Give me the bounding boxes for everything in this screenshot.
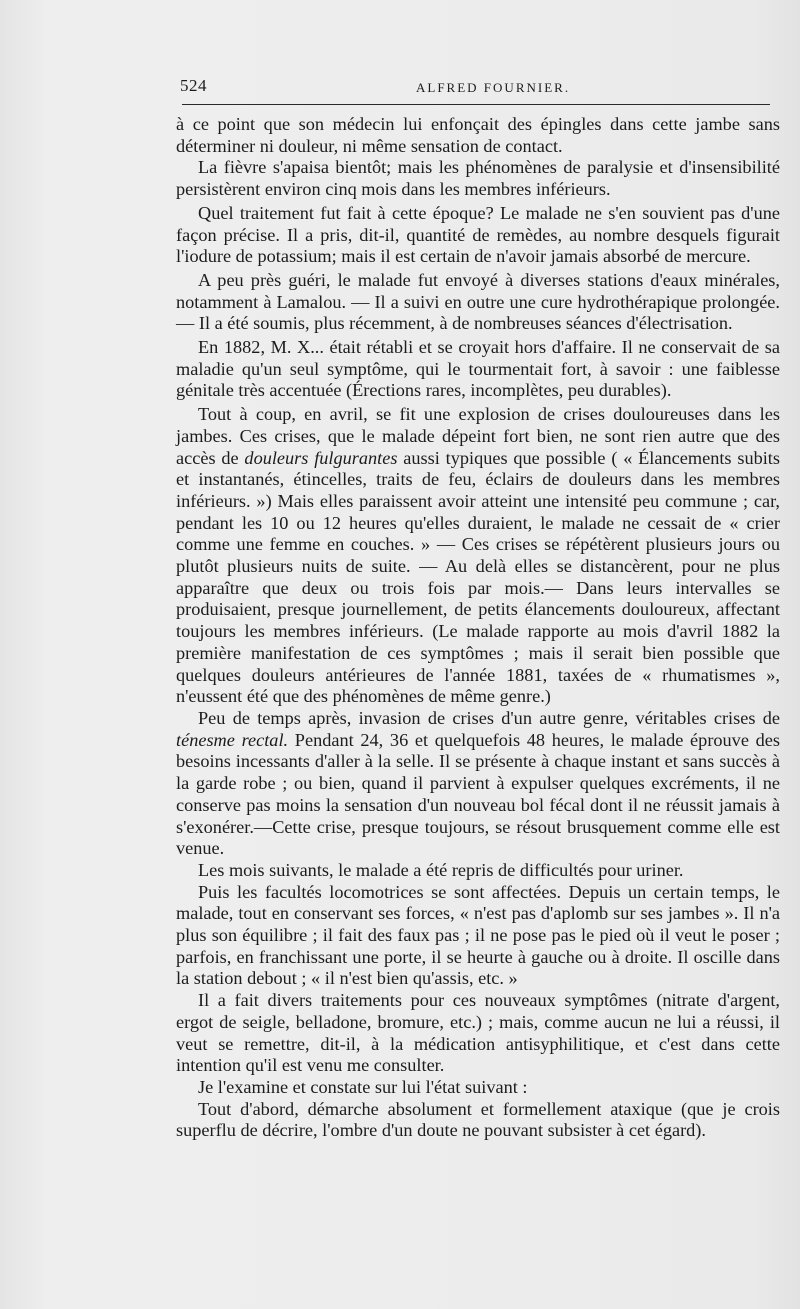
paragraph: A peu près guéri, le malade fut envoyé à diverses stations d'eaux minérales, notamment à Lamalou. — Il a suivi en outre une cure hydrothérapique prolongée.— Il a été soumis, plus récemment, à de nombreuses séances d'électrisation. (176, 269, 780, 334)
paragraph: En 1882, M. X... était rétabli et se croyait hors d'affaire. Il ne conservait de sa maladie qu'un seul symptôme, qui le tourmentait fort, à savoir : une faiblesse génitale très accentuée (Érections rares, incomplètes, peu durables). (176, 337, 780, 401)
italic-term: douleurs fulgurantes (244, 447, 398, 468)
paragraph: Quel traitement fut fait à cette époque? Le malade ne s'en souvient pas d'une façon précise. Il a pris, dit-il, quantité de remèdes, au nombre desquels figurait l'iodure de potassium; mais il est certain de n'avoir jamais absorbé de mercure. (176, 202, 780, 267)
paragraph: à ce point que son médecin lui enfonçait des épingles dans cette jambe sans déterminer ni douleur, ni même sensation de contact. (176, 114, 780, 156)
paragraph: Puis les facultés locomotrices se sont affectées. Depuis un certain temps, le malade, tout en conservant ses forces, « n'est pas d'aplomb sur ses jambes ». Il n'a plus son équilibre ; il fait des faux pas ; il ne pose pas le pied où il veut le poser ; parfois, en franchissant une porte, il se heurte à gauche ou à droite. Il oscille dans la station debout ; « il n'est bien qu'assis, etc. » (176, 881, 780, 989)
italic-term: ténesme rectal. (176, 729, 289, 750)
paragraph: Les mois suivants, le malade a été repris de difficultés pour uriner. (198, 859, 684, 880)
paragraph-text: Pendant 24, 36 et quelquefois 48 heures, le malade éprouve des besoins incessants d'aller à la selle. Il se présente à chaque instant et sans succès à la garde robe ; ou bien, quand il parvient à expulser quelques excréments, il ne conserve pas moins la sensation d'un nouveau bol fécal dont il ne réussit jamais à s'exonérer.—Cette crise, presque toujours, se résout brusquement comme elle est venue. (176, 729, 781, 859)
paragraph-text: Tout à coup, en avril, se fit une explosion de crises douloureuses dans les jambes. Ces crises, que le malade dépeint fort bien, ne sont rien autre que des accès de (176, 404, 780, 468)
paragraph: La fièvre s'apaisa bientôt; mais les phénomènes de paralysie et d'insensibilité persistèrent environ cinq mois dans les membres inférieurs. (176, 157, 780, 200)
paragraph: Tout d'abord, démarche absolument et formellement ataxique (que je crois superflu de décrire, l'ombre d'un doute ne pouvant subsister à cet égard). (176, 1098, 780, 1141)
running-head (180, 74, 770, 100)
paragraph: Je l'examine et constate sur lui l'état suivant : (198, 1076, 528, 1097)
running-title: ALFRED FOURNIER. (416, 80, 571, 95)
paragraph (176, 708, 780, 860)
paragraph-text: aussi typiques que possible ( « Élancements subits et instantanés, étincelles, traits de feu, éclairs de douleurs dans les membres inférieurs. ») Mais elles paraissent avoir atteint une intensité peu commune ; car, pendant les 10 ou 12 heures qu'elles duraient, le malade ne cessait de « crier comme une femme en couches. » — Ces crises se répétèrent plusieurs jours ou plutôt plusieurs nuits de suite. — Au delà elles se distancèrent, pour ne plus apparaître que deux ou trois fois par mois.— Dans leurs intervalles se produisaient, presque journellement, de petits élancements douloureux, affectant toujours les membres inférieurs. (Le malade rapporte au mois d'avril 1882 la première manifestation de ces symptômes ; mais il serait bien possible que quelques douleurs antérieures de l'année 1881, taxées de « rhumatismes », n'eussent été que des phénomènes de même genre.) (176, 447, 781, 707)
paragraph-text: Peu de temps après, invasion de crises d'un autre genre, véritables crises de (198, 707, 780, 728)
body-text (176, 114, 780, 1142)
paragraph (176, 404, 780, 708)
header-rule (182, 104, 770, 105)
page-number: 524 (180, 76, 207, 95)
paragraph: Il a fait divers traitements pour ces nouveaux symptômes (nitrate d'argent, ergot de seigle, belladone, bromure, etc.) ; mais, comme aucun ne lui a réussi, il veut se remettre, dit-il, à la médication antisyphilitique, et c'est dans cette intention qu'il est venu me consulter. (176, 990, 780, 1076)
